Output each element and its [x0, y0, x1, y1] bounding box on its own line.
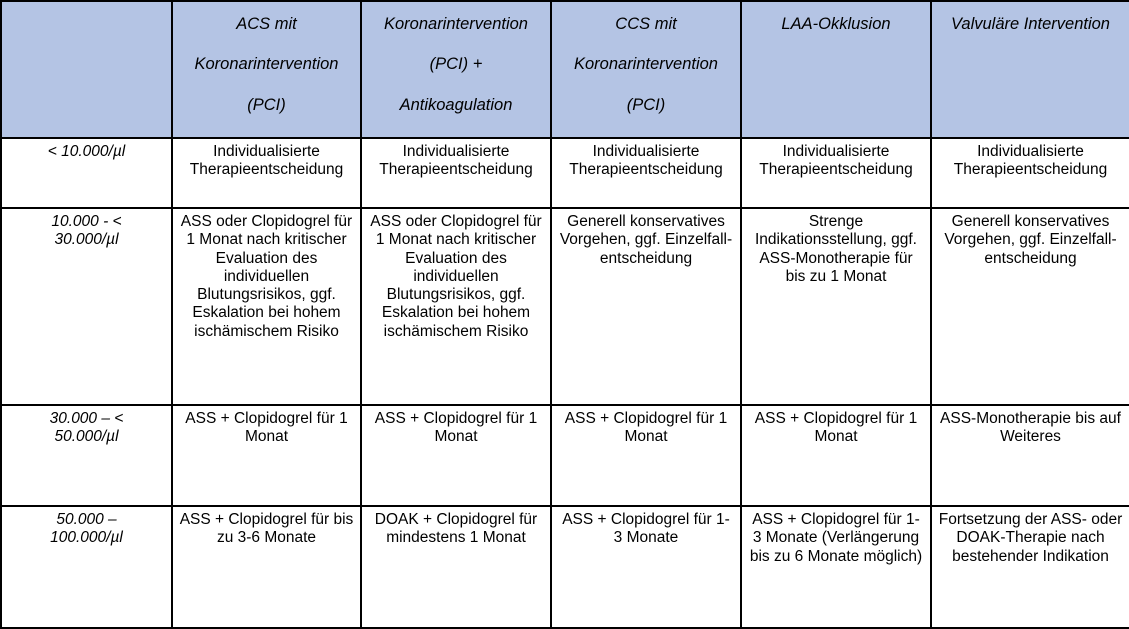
table-row: [1, 138, 1129, 208]
column-header-acs-pci: [172, 1, 361, 138]
column-header-line: (PCI): [626, 95, 666, 114]
cell-r3-c2: DOAK + Clopidogrel für mindestens 1 Monat: [361, 506, 551, 628]
row-header-line: 100.000/µl: [50, 529, 123, 547]
column-header-line: (PCI) +: [429, 55, 483, 74]
column-header-line: CCS mit: [615, 15, 677, 33]
row-header-line: 30.000 – <: [49, 410, 124, 427]
cell-r0-c1: Individualisierte Therapieentscheidung: [172, 138, 361, 208]
row-header-line: 10.000 - <: [51, 213, 122, 230]
column-header-line: ACS mit: [236, 15, 297, 33]
cell-r3-c3: ASS + Clopidogrel für 1-3 Monate: [551, 506, 741, 628]
cell-r2-c1: ASS + Clopidogrel für 1 Monat: [172, 405, 361, 506]
table-header-row: [1, 1, 1129, 138]
column-header-line: Koronarintervention: [383, 15, 528, 33]
row-header-10000-30000: [1, 208, 172, 405]
table-row: [1, 405, 1129, 506]
column-header-ccs-pci: [551, 1, 741, 138]
row-header-line: 50.000/µl: [54, 428, 119, 446]
cell-r1-c5: Generell konservatives Vorgehen, ggf. Einzelfall-entscheidung: [931, 208, 1129, 405]
cell-r2-c4: ASS + Clopidogrel für 1 Monat: [741, 405, 931, 506]
column-header-valvulaere-intervention: [931, 1, 1129, 138]
column-header-laa-okklusion: [741, 1, 931, 138]
row-header-under-10000: [1, 138, 172, 208]
cell-r2-c5: ASS-Monotherapie bis auf Weiteres: [931, 405, 1129, 506]
table-row: [1, 208, 1129, 405]
cell-r1-c2: ASS oder Clopidogrel für 1 Monat nach kritischer Evaluation des individuellen Blutungsrisikos, ggf. Eskalation bei hohem ischämischem Risiko: [361, 208, 551, 405]
cell-r3-c4: ASS + Clopidogrel für 1-3 Monate (Verlängerung bis zu 6 Monate möglich): [741, 506, 931, 628]
cell-r2-c3: ASS + Clopidogrel für 1 Monat: [551, 405, 741, 506]
cell-r1-c3: Generell konservatives Vorgehen, ggf. Einzelfall-entscheidung: [551, 208, 741, 405]
table-row: [1, 506, 1129, 628]
cell-r1-c1: ASS oder Clopidogrel für 1 Monat nach kritischer Evaluation des individuellen Blutungsrisikos, ggf. Eskalation bei hohem ischämischem Risiko: [172, 208, 361, 405]
cell-r3-c1: ASS + Clopidogrel für bis zu 3-6 Monate: [172, 506, 361, 628]
column-header-line: Antikoagulation: [399, 95, 513, 114]
cell-r2-c2: ASS + Clopidogrel für 1 Monat: [361, 405, 551, 506]
cell-r0-c5: Individualisierte Therapieentscheidung: [931, 138, 1129, 208]
table-corner-cell: [1, 1, 172, 138]
column-header-line: (PCI): [247, 95, 286, 114]
cell-r0-c4: Individualisierte Therapieentscheidung: [741, 138, 931, 208]
column-header-line: Koronarintervention: [194, 55, 339, 74]
row-header-line: < 10.000/µl: [47, 143, 126, 160]
column-header-pci-antikoagulation: [361, 1, 551, 138]
row-header-30000-50000: [1, 405, 172, 506]
cell-r1-c4: Strenge Indikationsstellung, ggf. ASS-Monotherapie für bis zu 1 Monat: [741, 208, 931, 405]
cell-r3-c5: Fortsetzung der ASS- oder DOAK-Therapie nach bestehender Indikation: [931, 506, 1129, 628]
column-header-line: LAA-Okklusion: [781, 15, 891, 33]
cell-r0-c3: Individualisierte Therapieentscheidung: [551, 138, 741, 208]
row-header-50000-100000: [1, 506, 172, 628]
cell-r0-c2: Individualisierte Therapieentscheidung: [361, 138, 551, 208]
row-header-line: 50.000 –: [56, 511, 117, 528]
column-header-line: Valvuläre Intervention: [951, 15, 1110, 33]
column-header-line: Koronarintervention: [573, 55, 718, 74]
row-header-line: 30.000/µl: [54, 231, 119, 249]
